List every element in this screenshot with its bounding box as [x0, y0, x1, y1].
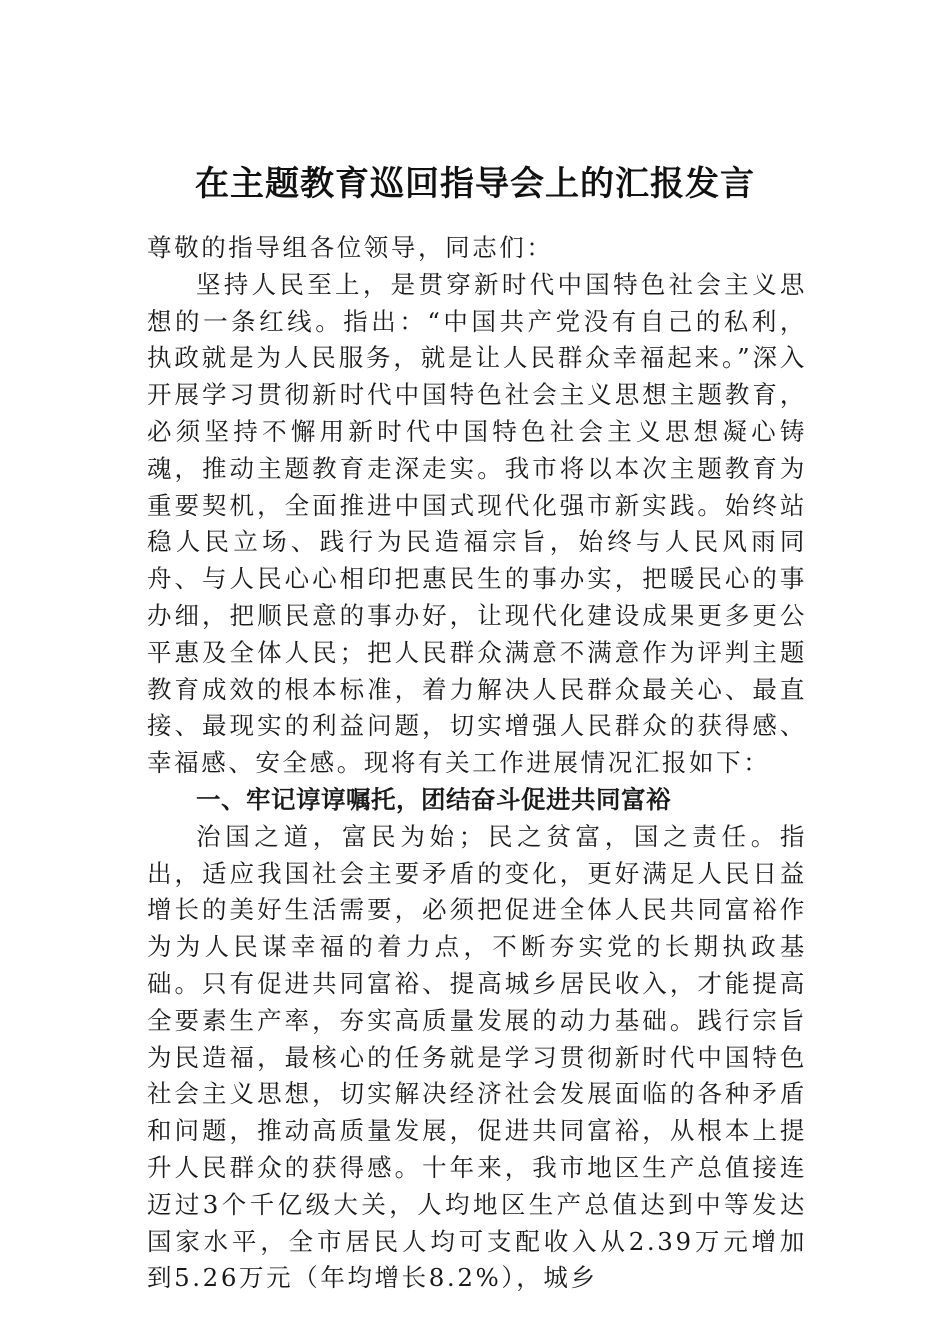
- salutation: 尊敬的指导组各位领导，同志们：: [147, 233, 554, 262]
- section-heading-1: 一、牢记谆谆嘱托，团结奋斗促进共同富裕: [196, 784, 671, 814]
- document-body: [147, 230, 807, 1297]
- paragraph-section-1: 治国之道，富民为始；民之贫富，国之责任。指出，适应我国社会主要矛盾的变化，更好满足人民日益增长的美好生活需要，必须把促进全体人民共同富裕作为为人民谋幸福的着力点，不断夯实党的长期执政基础。只有促进共同富裕、提高城乡居民收入，才能提高全要素生产率，夯实高质量发展的动力基础。践行宗旨为民造福，最核心的任务就是学习贯彻新时代中国特色社会主义思想，切实解决经济社会发展面临的各种矛盾和问题，推动高质量发展，促进共同富裕，从根本上提升人民群众的获得感。十年来，我市地区生产总值接连迈过3个千亿级大关，人均地区生产总值达到中等发达国家水平，全市居民人均可支配收入从2.39万元增加到5.26万元（年均增长8.2%），城乡: [147, 821, 807, 1293]
- paragraph-intro: 坚持人民至上，是贯穿新时代中国特色社会主义思想的一条红线。指出：“中国共产党没有自己的私利，执政就是为人民服务，就是让人民群众幸福起来。”深入开展学习贯彻新时代中国特色社会主义思想主题教育，必须坚持不懈用新时代中国特色社会主义思想凝心铸魂，推动主题教育走深走实。我市将以本次主题教育为重要契机，全面推进中国式现代化强市新实践。始终站稳人民立场、践行为民造福宗旨，始终与人民风雨同舟、与人民心心相印把惠民生的事办实，把暖民心的事办细，把顺民意的事办好，让现代化建设成果更多更公平惠及全体人民；把人民群众满意不满意作为评判主题教育成效的根本标准，着力解决人民群众最关心、最直接、最现实的利益问题，切实增强人民群众的获得感、幸福感、安全感。现将有关工作进展情况汇报如下：: [147, 269, 807, 778]
- document-title: 在主题教育巡回指导会上的汇报发言: [195, 164, 755, 204]
